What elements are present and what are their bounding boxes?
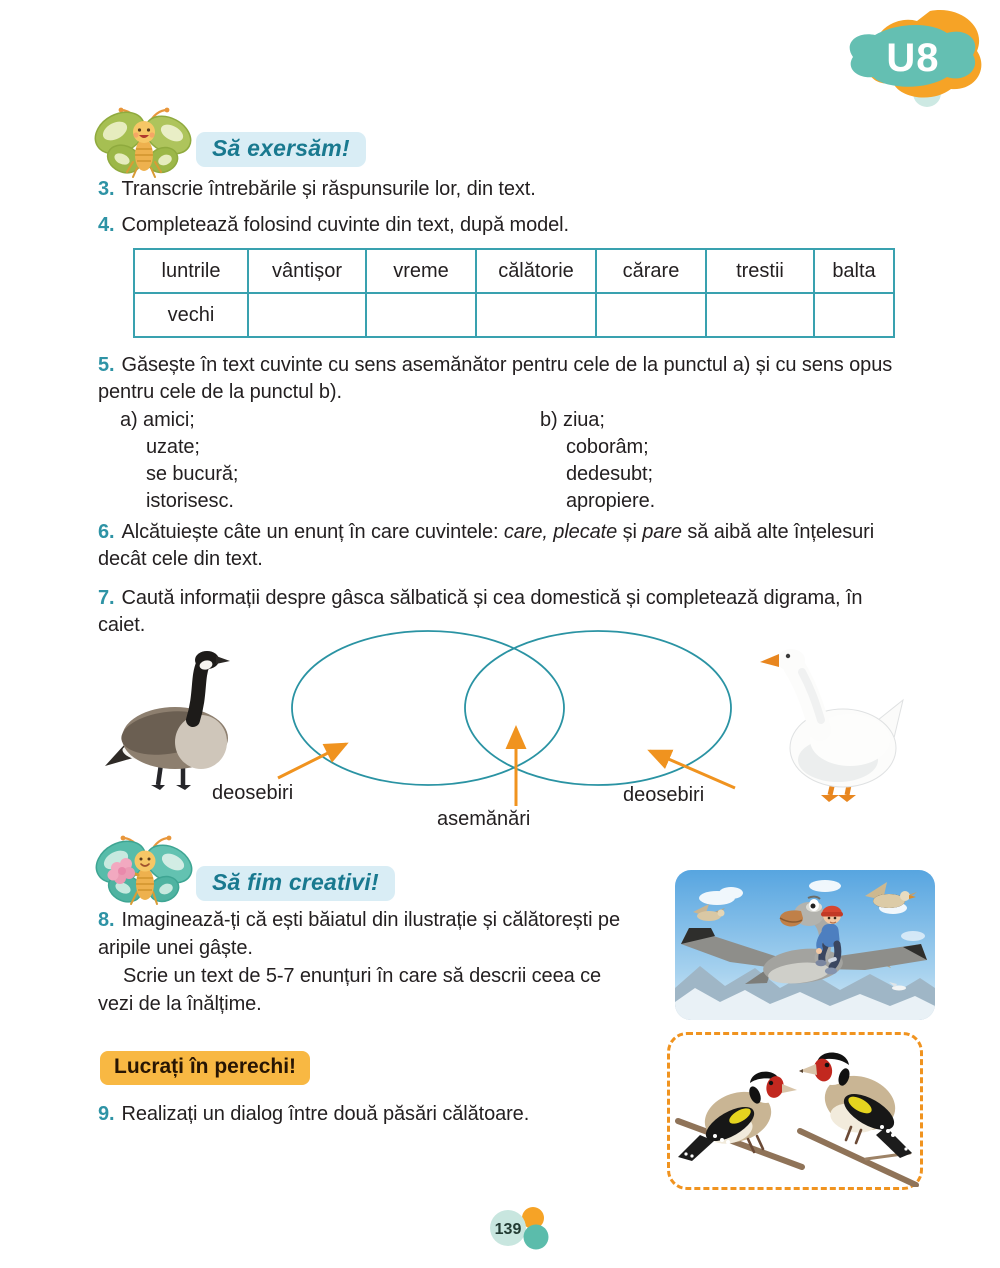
exercise-8-line4: vezi de la înălțime. <box>98 993 262 1015</box>
word-table-header-cell: călătorie <box>476 249 596 293</box>
unit-badge <box>835 5 995 110</box>
exercise-6-text: și <box>617 521 643 543</box>
word-table-cell <box>366 293 476 337</box>
section-badge-creativi: Să fim creativi! <box>196 866 395 901</box>
section-badge-exersam: Să exersăm! <box>196 132 366 167</box>
unit-badge-label: U8 <box>886 36 940 80</box>
venn-label-center: asemănări <box>437 808 531 830</box>
list-item: apropiere. <box>566 490 656 512</box>
word-table-header-cell: vântișor <box>248 249 366 293</box>
exercise-7-line1: Caută informații despre gâsca sălbatică și cea domestică și completează digrama, în <box>121 587 863 609</box>
exercise-6 <box>98 519 1000 573</box>
word-table-header-cell: vreme <box>366 249 476 293</box>
word-table-header-cell: luntrile <box>134 249 248 293</box>
exercise-6-text: să aibă alte înțelesuri <box>681 521 875 543</box>
list-item: uzate; <box>146 436 200 458</box>
exercise-9 <box>98 1101 698 1128</box>
exercise-5-list-a <box>120 407 238 515</box>
word-table-body-row <box>134 293 894 337</box>
list-item: dedesubt; <box>566 463 653 485</box>
exercise-5-number: 5. <box>98 354 115 376</box>
word-table-cell <box>596 293 706 337</box>
list-item: coborâm; <box>566 436 649 458</box>
exercise-6-text: Alcătuiește câte un enunț în care cuvintele: <box>121 521 504 543</box>
goldfinches-illustration <box>667 1032 923 1190</box>
page-number-badge <box>478 1196 578 1258</box>
exercise-8-line3: Scrie un text de 5-7 enunțuri în care să descrii ceea ce <box>123 965 601 987</box>
exercise-5-line2: pentru cele de la punctul b). <box>98 381 342 403</box>
word-table-cell <box>248 293 366 337</box>
domestic-goose-photo <box>758 642 908 804</box>
word-table-cell <box>814 293 894 337</box>
word-table <box>133 248 895 338</box>
green-butterfly-icon <box>93 102 197 182</box>
exercise-3-text: Transcrie întrebările și răspunsurile lor, din text. <box>121 178 536 200</box>
word-table-header-cell: balta <box>814 249 894 293</box>
exercise-7-line2: caiet. <box>98 614 146 636</box>
word-table-header-cell: cărare <box>596 249 706 293</box>
list-item: istorisesc. <box>146 490 234 512</box>
page-number: 139 <box>494 1221 522 1238</box>
exercise-6-italic-word: pare <box>642 521 682 543</box>
venn-label-left: deosebiri <box>212 782 294 804</box>
exercise-8-line1: Imaginează-ți că ești băiatul din ilustrație și călătorești pe <box>121 909 620 931</box>
list-item: a) amici; <box>120 409 195 431</box>
exercise-9-text: Realizați un dialog între două păsări călătoare. <box>121 1103 530 1125</box>
venn-label-right: deosebiri <box>623 784 705 806</box>
exercise-4-text: Completează folosind cuvinte din text, după model. <box>121 214 569 236</box>
word-table-cell <box>476 293 596 337</box>
exercise-8-line2: aripile unei gâște. <box>98 937 253 959</box>
goldfinch-left <box>678 1071 797 1161</box>
exercise-8 <box>98 906 683 962</box>
word-table-header-row <box>134 249 894 293</box>
list-item: se bucură; <box>146 463 239 485</box>
word-table-cell: vechi <box>134 293 248 337</box>
exercise-8-task <box>98 962 683 1018</box>
exercise-6-line2: decât cele din text. <box>98 548 263 570</box>
goldfinch-right <box>799 1051 912 1158</box>
word-table-cell <box>706 293 814 337</box>
exercise-5-line1: Găsește în text cuvinte cu sens asemănător pentru cele de la punctul a) și cu sens opus <box>121 354 893 376</box>
exercise-9-number: 9. <box>98 1103 115 1125</box>
exercise-4-number: 4. <box>98 214 115 236</box>
exercise-3 <box>98 176 978 203</box>
boy-riding-goose-illustration <box>675 870 935 1020</box>
wild-goose-photo <box>103 646 268 791</box>
pair-work-badge: Lucrați în perechi! <box>100 1051 310 1085</box>
list-item: b) ziua; <box>540 409 605 431</box>
word-table-header-cell: trestii <box>706 249 814 293</box>
exercise-6-number: 6. <box>98 521 115 543</box>
exercise-5 <box>98 352 1000 406</box>
exercise-8-number: 8. <box>98 909 115 931</box>
teal-butterfly-icon <box>93 830 197 910</box>
exercise-4 <box>98 212 978 239</box>
exercise-6-italic-words: care, plecate <box>503 521 618 543</box>
exercise-3-number: 3. <box>98 178 115 200</box>
exercise-5-list-b <box>540 407 655 515</box>
exercise-7-number: 7. <box>98 587 115 609</box>
